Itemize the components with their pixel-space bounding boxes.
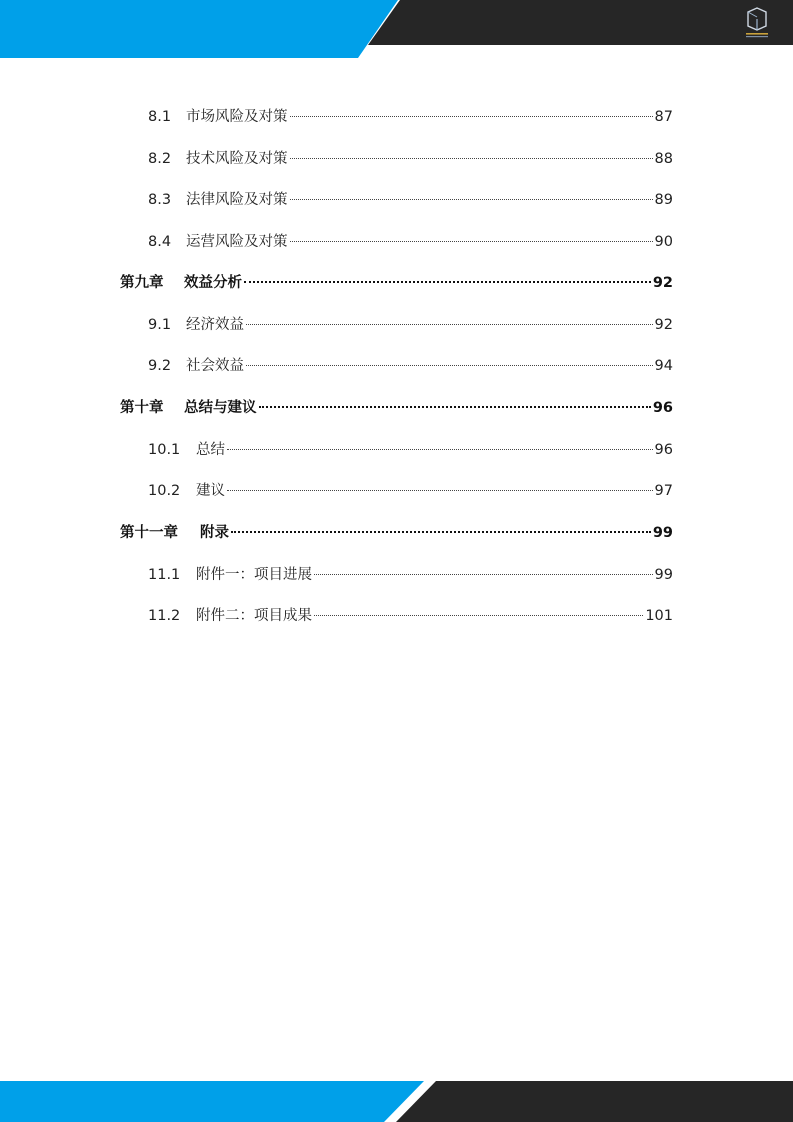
toc-chapter-number: 第九章 [120, 275, 164, 291]
toc-leader-dots [314, 574, 653, 575]
footer-band [0, 1081, 793, 1122]
toc-leader-dots [246, 365, 653, 366]
toc-leader-dots [231, 531, 651, 533]
toc-page-number: 101 [645, 608, 673, 624]
toc-title: 技术风险及对策 [186, 151, 288, 167]
toc-leader-dots [259, 406, 651, 408]
toc-leader-dots [290, 199, 653, 200]
toc-number: 9.1 [148, 317, 172, 333]
toc-entry[interactable] [148, 565, 673, 585]
toc-leader-dots [290, 116, 653, 117]
toc-chapter-entry[interactable] [120, 398, 673, 418]
toc-page-number: 92 [654, 317, 673, 333]
toc-chapter-title: 总结与建议 [184, 400, 257, 416]
toc-number: 10.2 [148, 483, 181, 499]
toc-page-number: 96 [654, 442, 673, 458]
toc-title: 总结 [196, 442, 225, 458]
toc-page-number: 92 [652, 275, 673, 291]
toc-title: 市场风险及对策 [186, 109, 288, 125]
toc-leader-dots [227, 449, 653, 450]
toc-number: 11.2 [148, 608, 181, 624]
toc-leader-dots [244, 281, 651, 283]
toc-title: 社会效益 [186, 358, 244, 374]
toc-title: 法律风险及对策 [186, 192, 288, 208]
toc-page-number: 88 [654, 151, 673, 167]
toc-leader-dots [290, 158, 653, 159]
toc-leader-dots [246, 324, 653, 325]
toc-chapter-entry[interactable] [120, 273, 673, 293]
toc-page-number: 94 [654, 358, 673, 374]
toc-leader-dots [227, 490, 653, 491]
footer-dark-stripe [396, 1081, 793, 1122]
toc-number: 9.2 [148, 358, 172, 374]
toc-entry[interactable] [148, 315, 673, 335]
toc-page-number: 96 [652, 400, 673, 416]
toc-number: 8.1 [148, 109, 172, 125]
toc-entry[interactable] [148, 190, 673, 210]
toc-page-number: 99 [652, 525, 673, 541]
toc-page-number: 89 [654, 192, 673, 208]
toc-chapter-entry[interactable] [120, 523, 673, 543]
toc-entry[interactable] [148, 440, 673, 460]
toc-title: 建议 [196, 483, 225, 499]
toc-page-number: 87 [654, 109, 673, 125]
toc-title: 附件二：项目成果 [196, 608, 312, 624]
footer-blue-stripe [0, 1081, 424, 1122]
toc-number: 8.3 [148, 192, 172, 208]
toc-chapter-number: 第十一章 [120, 525, 178, 541]
toc-entry[interactable] [148, 149, 673, 169]
toc-chapter-title: 附录 [200, 525, 229, 541]
toc-entry[interactable] [148, 606, 673, 626]
toc-page-number: 97 [654, 483, 673, 499]
toc-entry[interactable] [148, 356, 673, 376]
toc-number: 11.1 [148, 567, 181, 583]
toc-leader-dots [314, 615, 643, 616]
toc-number: 8.4 [148, 234, 172, 250]
toc-title: 经济效益 [186, 317, 244, 333]
toc-page-number: 99 [654, 567, 673, 583]
toc-chapter-number: 第十章 [120, 400, 164, 416]
toc-entry[interactable] [148, 107, 673, 127]
toc-leader-dots [290, 241, 653, 242]
toc-chapter-title: 效益分析 [184, 275, 242, 291]
toc-page-number: 90 [654, 234, 673, 250]
toc-number: 8.2 [148, 151, 172, 167]
toc-entry[interactable] [148, 481, 673, 501]
toc-entry[interactable] [148, 232, 673, 252]
toc-title: 运营风险及对策 [186, 234, 288, 250]
toc-number: 10.1 [148, 442, 181, 458]
toc-title: 附件一：项目进展 [196, 567, 312, 583]
